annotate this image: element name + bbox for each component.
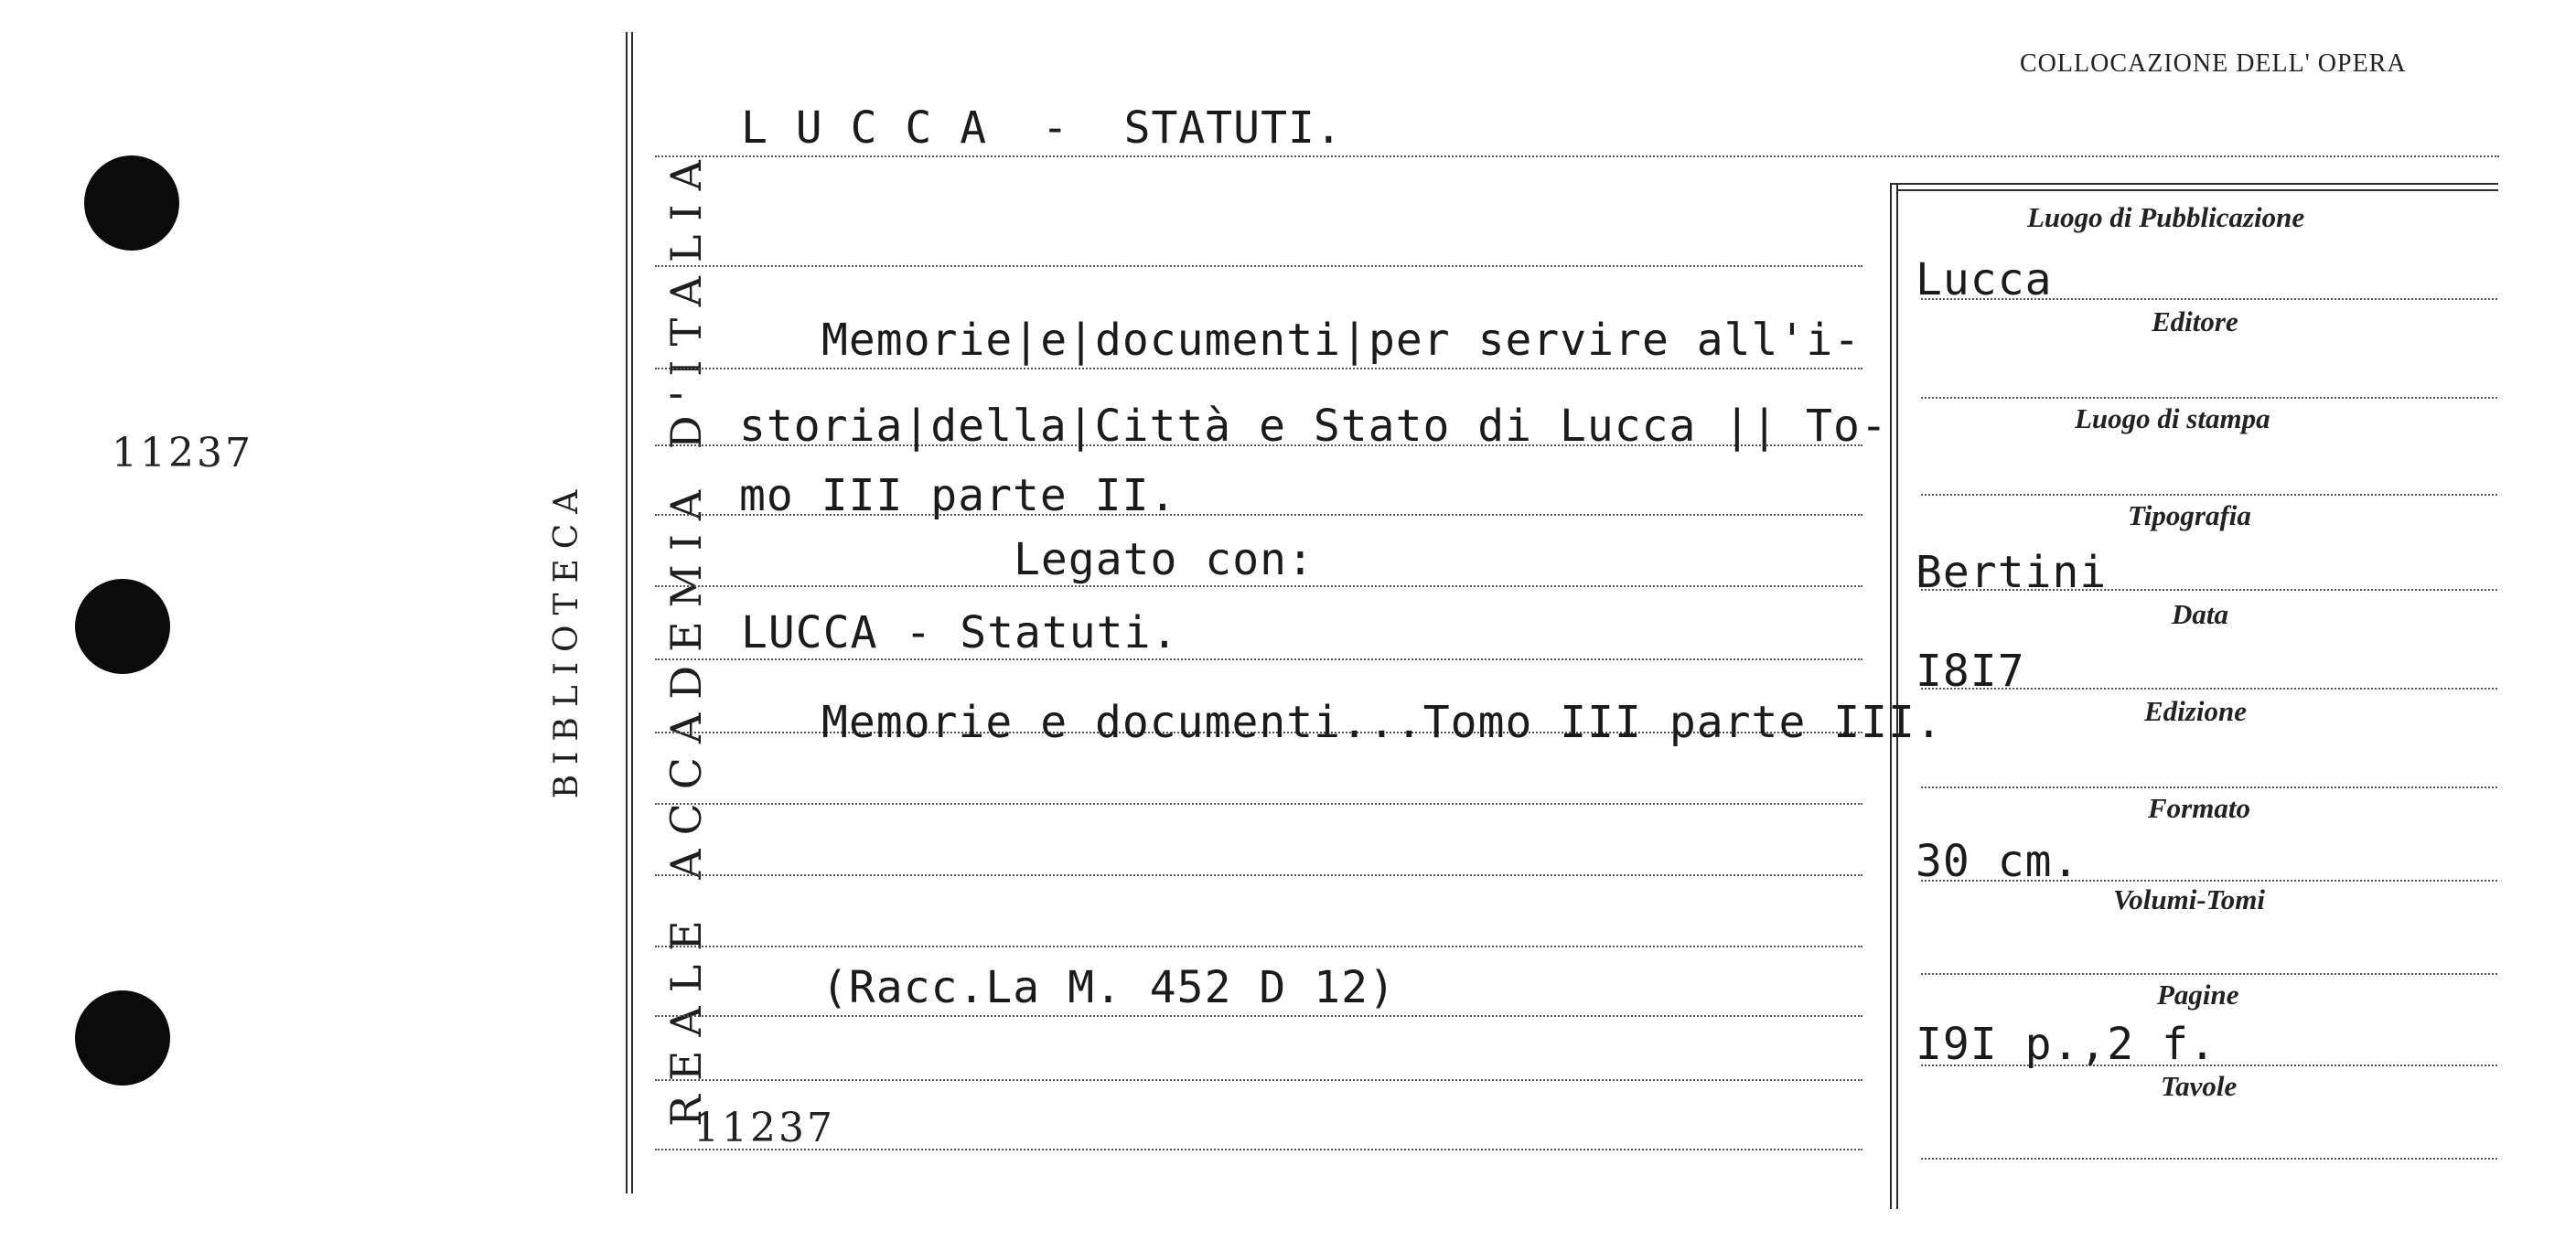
- label-luogo-stampa: Luogo di stampa: [2075, 402, 2270, 434]
- title-line-2: storia|della|Città e Stato di Lucca || To-: [739, 401, 1888, 452]
- ruled-line: [655, 585, 1862, 587]
- title-line-3: mo III parte II.: [739, 470, 1177, 521]
- bound-with-line: Legato con:: [1014, 534, 1315, 585]
- label-luogo-pubblicazione: Luogo di Pubblicazione: [2027, 201, 2305, 233]
- punch-hole-top: [84, 155, 179, 251]
- second-heading-line: LUCCA - Statuti.: [741, 607, 1179, 658]
- heading-line: L U C C A - STATUTI.: [741, 102, 1343, 154]
- label-data: Data: [2172, 598, 2228, 630]
- ruled-line: [655, 658, 1862, 660]
- bottom-accession-number: 11237: [693, 1105, 835, 1151]
- title-line-1: Memorie|e|documenti|per servire all'i-: [821, 315, 1862, 366]
- ruled-line: [655, 803, 1862, 805]
- department-vertical: BIBLIOTECA: [548, 479, 585, 799]
- field-line: [1921, 786, 2497, 788]
- ruled-line: [655, 1015, 1862, 1017]
- label-formato: Formato: [2148, 792, 2250, 824]
- ruled-line: [655, 155, 2499, 157]
- ruled-line: [655, 874, 1862, 876]
- ruled-line: [655, 1149, 1862, 1150]
- value-luogo-pubblicazione: Lucca: [1916, 254, 2053, 305]
- punch-hole-middle: [75, 579, 170, 674]
- label-tipografia: Tipografia: [2128, 499, 2251, 531]
- value-data: I8I7: [1916, 646, 2025, 697]
- value-tipografia: Bertini: [1916, 547, 2108, 598]
- second-title-line: Memorie e documenti...Tomo III parte III.: [821, 697, 1943, 748]
- ruled-line: [655, 265, 1862, 267]
- label-edizione: Edizione: [2144, 695, 2247, 727]
- punch-hole-bottom: [75, 990, 170, 1086]
- left-border-rule-inner: [631, 32, 633, 1193]
- field-line: [1921, 1158, 2497, 1160]
- label-pagine: Pagine: [2157, 979, 2239, 1011]
- label-tavole: Tavole: [2161, 1070, 2238, 1102]
- ruled-line: [655, 946, 1862, 947]
- right-panel-top-rule: [1890, 183, 2498, 185]
- field-line: [1921, 397, 2497, 399]
- value-formato: 30 cm.: [1916, 836, 2080, 887]
- side-accession-number: 11237: [112, 430, 253, 476]
- field-line: [1921, 494, 2497, 496]
- field-line: [1921, 973, 2497, 975]
- right-panel-top-rule-inner: [1896, 189, 2498, 191]
- collection-reference: (Racc.La M. 452 D 12): [821, 962, 1396, 1013]
- label-editore: Editore: [2152, 305, 2238, 337]
- collocazione-label: COLLOCAZIONE DELL' OPERA: [2020, 49, 2407, 78]
- ruled-line: [655, 1079, 1862, 1081]
- institution-vertical: REALE ACCADEMIA D'ITALIA: [661, 146, 711, 1127]
- value-pagine: I9I p.,2 f.: [1916, 1019, 2216, 1070]
- left-border-rule: [626, 32, 628, 1193]
- ruled-line: [655, 368, 1862, 369]
- label-volumi-tomi: Volumi-Tomi: [2113, 883, 2265, 915]
